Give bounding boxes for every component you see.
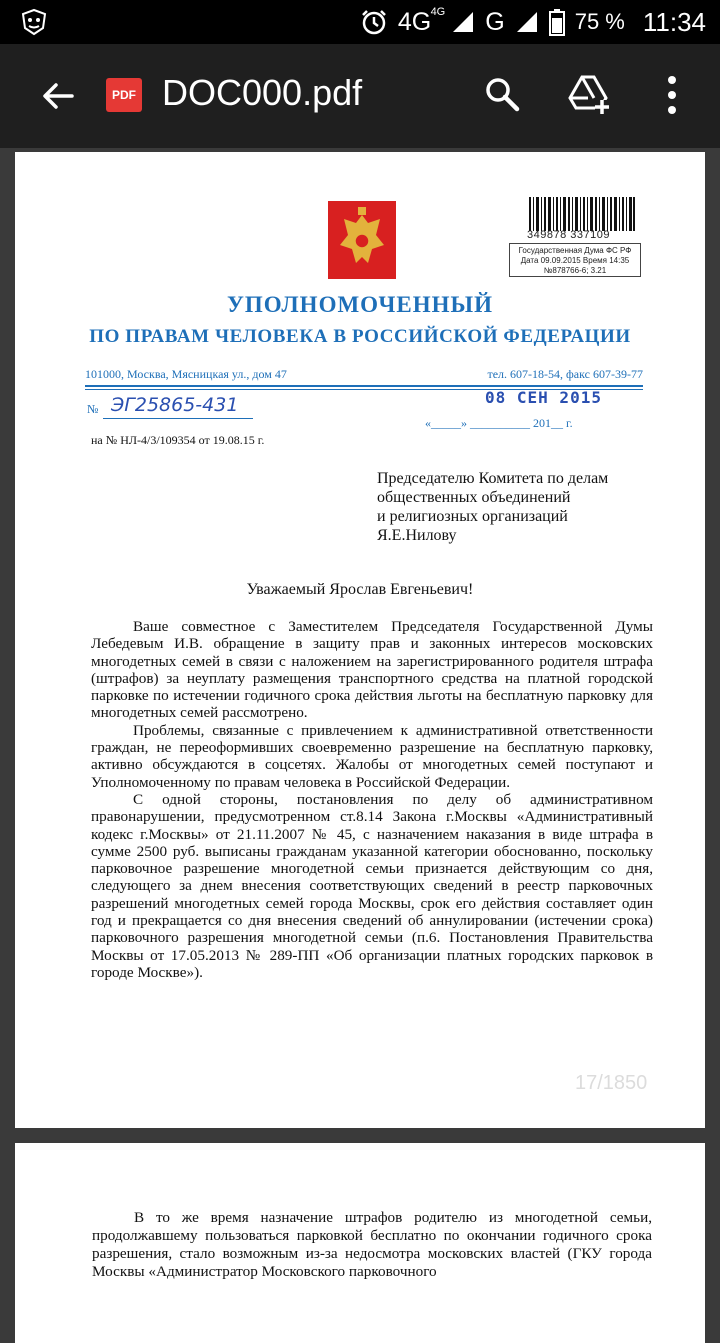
letterhead-rule — [85, 385, 643, 387]
outgoing-number-line — [103, 418, 253, 419]
stamp-line: Дата 09.09.2015 Время 14:35 — [520, 256, 630, 265]
paragraph: В то же время назначение штрафов родителю из многодетной семьи, продолжавшему пользоваться парковкой бесплатно по окончании годичного срока разрешения, стало возможным из-за недосмотра московских властей (ГКУ города Москвы «Администратор Московского парковочного — [92, 1209, 652, 1280]
app-bar — [0, 44, 720, 148]
add-to-drive-icon[interactable] — [568, 74, 610, 114]
network-type: 4G 4G — [397, 5, 446, 36]
registration-stamp — [509, 243, 641, 277]
registration-barcode — [505, 197, 645, 277]
document-title: DOC000.pdf — [162, 72, 363, 113]
sender-address: 101000, Москва, Мясницкая ул., дом 47 — [85, 367, 287, 381]
addressee-line: общественных объединений — [377, 489, 571, 506]
outgoing-number-label: № — [87, 402, 99, 416]
battery-icon — [549, 8, 565, 36]
pdf-page-2[interactable] — [15, 1143, 705, 1343]
status-bar — [0, 0, 720, 44]
alarm-icon — [360, 8, 388, 36]
sender-phone: тел. 607-18-54, факс 607-39-77 — [487, 367, 643, 381]
greeting: Уважаемый Ярослав Евгеньевич! — [246, 581, 474, 598]
faint-mark: 17/1850 — [575, 1072, 648, 1094]
signal-icon-2 — [515, 10, 539, 34]
russian-coat-of-arms-icon — [328, 201, 396, 279]
addressee-line: Я.Е.Нилову — [377, 527, 457, 544]
back-arrow-icon[interactable] — [38, 76, 78, 116]
battery-percent: 75 % — [574, 9, 625, 34]
pdf-file-icon: PDF — [106, 78, 142, 112]
status-icons — [360, 0, 706, 44]
letter-body-continued — [92, 1209, 652, 1281]
network-type-2: G — [485, 7, 505, 36]
paragraph: Проблемы, связанные с привлечением к административной ответственности граждан, не переоформивших своевременно разрешение на бесплатную парковку, активно обсуждаются в соцсетях. Жалобы от многодетных семей поступают и Уполномоченному по правам человека в Российской Федерации. — [91, 721, 653, 791]
paragraph: Ваше совместное с Заместителем Председателя Государственной Думы Лебедевым И.В. обращение в защиту прав и законных интересов московских многодетных семей в связи с наложением на зарегистрированного родителя штрафа (штрафов) за неуплату размещения транспортного средства на платной городской парковке по истечении годичного срока действия льготы на бесплатную парковку для многодетных семей рассмотрено. — [91, 618, 653, 722]
notification-app-icon — [20, 8, 48, 36]
signal-icon — [451, 10, 475, 34]
addressee-block — [377, 469, 608, 545]
clock: 11:34 — [642, 6, 706, 37]
reference-number: на № НЛ-4/3/109354 от 19.08.15 г. — [91, 433, 265, 447]
stamp-line: №878766-6; 3.21 — [543, 266, 607, 275]
date-stamp: 08 СЕН 2015 — [485, 388, 602, 407]
stamp-line: Государственная Дума ФС РФ — [518, 246, 632, 255]
addressee-line: и религиозных организаций — [377, 508, 568, 525]
pdf-page-1[interactable] — [15, 152, 705, 1128]
outgoing-number-handwritten: ЭГ25865-431 — [111, 394, 239, 416]
barcode-icon — [529, 197, 635, 231]
search-icon[interactable] — [484, 76, 520, 112]
letterhead-title: УПОЛНОМОЧЕННЫЙ — [227, 292, 493, 317]
letterhead-subtitle: ПО ПРАВАМ ЧЕЛОВЕКА В РОССИЙСКОЙ ФЕДЕРАЦИИ — [89, 326, 631, 347]
addressee-line: Председателю Комитета по делам — [377, 470, 609, 487]
letter-body — [91, 618, 653, 981]
barcode-number: 349878 337109 — [527, 229, 610, 241]
paragraph: С одной стороны, постановления по делу об административном правонарушении, предусмотренном ст.8.14 Закона г.Москвы «Административный кодекс г.Москвы» от 21.11.2007 № 45, с назначением наказания в виде штрафа в сумме 2500 руб. выписаны гражданам указанной категории обоснованно, поскольку парковочное разрешение многодетной семьи признается действующим со дня, следующего за днем внесения соответствующих сведений в реестр парковочных разрешений многодетных семей города Москвы, срок его действия составляет один год и прекращается со дня внесения сведений об аннулировании (истечении срока) парковочного разрешения многодетной семьи (п.6. Постановления Правительства Москвы от 17.05.2013 № 289-ПП «Об организации платных городских парковок в городе Москве»). — [91, 790, 653, 981]
date-template: «_____» __________ 201__ г. — [425, 416, 573, 430]
overflow-menu-icon[interactable] — [660, 74, 684, 116]
